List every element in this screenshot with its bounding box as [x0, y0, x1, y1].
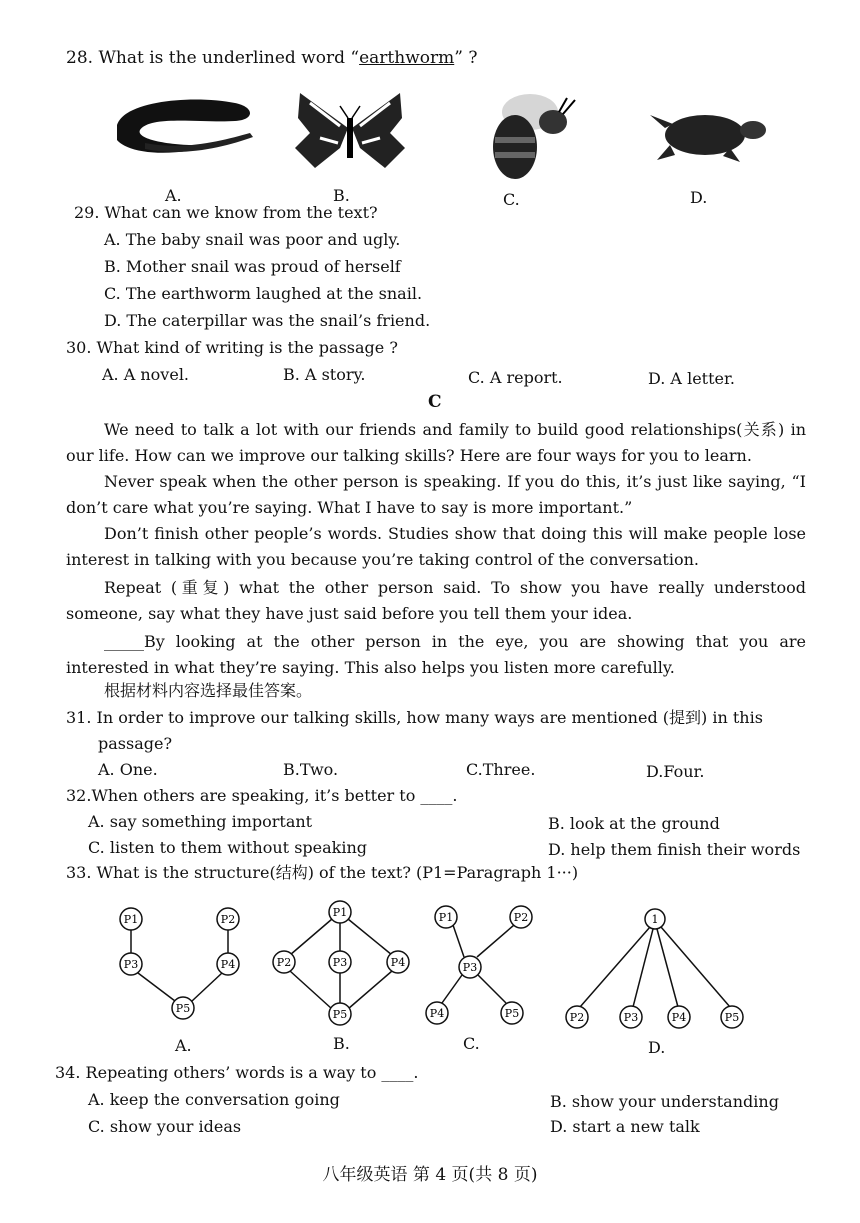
q31-option-d[interactable]: D.Four. [646, 762, 705, 781]
q31-number: 31. [66, 708, 92, 727]
diagram-a-node-p2: P2 [220, 913, 236, 926]
diagram-d-node-p2: P2 [569, 1011, 585, 1024]
diagram-b[interactable] [273, 901, 409, 1025]
q33-option-c[interactable]: C. [463, 1034, 480, 1053]
q34-option-c[interactable]: C. show your ideas [88, 1117, 242, 1136]
q28-text-before: What is the underlined word “ [98, 48, 360, 68]
q29-option-a[interactable]: A. The baby snail was poor and ugly. [104, 230, 401, 249]
q33-option-d[interactable]: D. [648, 1038, 666, 1057]
q32-option-d[interactable]: D. help them finish their words [548, 840, 801, 859]
q28-text-after: ” ? [454, 48, 478, 68]
q29-option-c[interactable]: C. The earthworm laughed at the snail. [104, 284, 423, 303]
diagram-a-node-p1: P1 [123, 913, 139, 926]
diagram-d[interactable] [566, 909, 743, 1028]
q29-number: 29. [74, 203, 100, 222]
diagram-a-node-p5: P5 [175, 1002, 191, 1015]
q32-text: When others are speaking, it’s better to ____. [91, 786, 458, 805]
passage-instruction: 根据材料内容选择最佳答案。 [104, 681, 313, 700]
q28-underlined-word: earthworm [359, 48, 455, 68]
q32-option-c[interactable]: C. listen to them without speaking [88, 838, 368, 857]
question-31 [66, 708, 763, 728]
q30-number: 30. [66, 338, 92, 357]
diagram-c-node-p4: P4 [429, 1007, 445, 1020]
q32-number: 32. [66, 786, 92, 805]
q34-option-b[interactable]: B. show your understanding [550, 1092, 779, 1111]
diagram-c[interactable] [426, 906, 532, 1024]
diagram-b-node-p3: P3 [332, 956, 348, 969]
passage-paragraph-1: We need to talk a lot with our friends and family to build good relationships(关系) in our life. How can we improve our talking skills? Here are four ways for you to learn. [66, 420, 806, 465]
q33-option-b[interactable]: B. [333, 1034, 350, 1053]
q34-option-a[interactable]: A. keep the conversation going [88, 1090, 340, 1109]
passage-paragraph-4: Repeat (重复) what the other person said. To show you have really understood someone, say what they have just said before you tell them your idea. [66, 578, 806, 623]
butterfly-icon [290, 88, 410, 178]
bee-icon [475, 82, 585, 192]
question-28 [66, 48, 477, 68]
q30-option-d[interactable]: D. A letter. [648, 369, 735, 388]
q32-option-b[interactable]: B. look at the ground [548, 814, 720, 833]
diagram-b-node-p1: P1 [332, 906, 348, 919]
diagram-d-node-p4: P4 [671, 1011, 687, 1024]
q28-option-b[interactable]: B. [333, 186, 350, 205]
page-footer: 八年级英语 第 4 页(共 8 页) [322, 1165, 538, 1185]
q31-option-b[interactable]: B.Two. [283, 760, 339, 779]
q34-number: 34. [55, 1063, 81, 1082]
q28-option-c[interactable]: C. [503, 190, 520, 209]
q31-line1: In order to improve our talking skills, how many ways are mentioned (提到) in this [96, 708, 763, 727]
diagram-a-node-p3: P3 [123, 958, 139, 971]
diagram-c-node-p5: P5 [504, 1007, 520, 1020]
section-c-title: C [428, 392, 442, 412]
q30-text: What kind of writing is the passage ? [96, 338, 398, 357]
diagram-d-node-p5: P5 [724, 1011, 740, 1024]
diagram-a-node-p4: P4 [220, 958, 236, 971]
diagram-a[interactable] [120, 908, 239, 1019]
q28-option-d[interactable]: D. [690, 188, 708, 207]
q30-option-b[interactable]: B. A story. [283, 365, 366, 384]
q34-option-d[interactable]: D. start a new talk [550, 1117, 700, 1136]
question-29 [74, 203, 378, 223]
structure-diagrams [100, 895, 800, 1035]
q28-number: 28. [66, 48, 94, 68]
question-33 [66, 863, 578, 883]
diagram-c-node-p1: P1 [438, 911, 454, 924]
passage-paragraph-2: Never speak when the other person is speaking. If you do this, it’s just like saying, “I don’t care what you’re saying. What I have to say is more important.” [66, 472, 806, 517]
passage-paragraph-3: Don’t finish other people’s words. Studies show that doing this will make people lose interest in talking with you because you’re taking control of the conversation. [66, 524, 806, 569]
question-34 [55, 1063, 419, 1083]
q31-option-a[interactable]: A. One. [98, 760, 158, 779]
question-32 [66, 786, 458, 806]
q30-option-c[interactable]: C. A report. [468, 368, 563, 387]
diagram-b-node-p4: P4 [390, 956, 406, 969]
worm-icon [105, 85, 265, 165]
q29-text: What can we know from the text? [104, 203, 378, 222]
q29-option-b[interactable]: B. Mother snail was proud of herself [104, 257, 401, 276]
q33-option-a[interactable]: A. [175, 1036, 192, 1055]
diagram-d-node-p3: P3 [623, 1011, 639, 1024]
q33-text: What is the structure(结构) of the text? (P1=Paragraph 1···) [96, 863, 579, 882]
diagram-d-node-p1: 1 [651, 913, 659, 926]
q31-option-c[interactable]: C.Three. [466, 760, 536, 779]
passage-paragraph-5: _____By looking at the other person in the eye, you are showing that you are interested in what they’re saying. This also helps you listen more carefully. [66, 632, 806, 677]
q29-option-d[interactable]: D. The caterpillar was the snail’s friend. [104, 311, 431, 330]
diagram-c-node-p2: P2 [513, 911, 529, 924]
question-30 [66, 338, 398, 358]
q28-option-a[interactable]: A. [165, 186, 182, 205]
diagram-b-node-p5: P5 [332, 1008, 348, 1021]
q31-line2: passage? [98, 734, 173, 753]
q33-number: 33. [66, 863, 92, 882]
q30-option-a[interactable]: A. A novel. [102, 365, 190, 384]
turtle-icon [645, 100, 770, 170]
diagram-b-node-p2: P2 [276, 956, 292, 969]
q34-text: Repeating others’ words is a way to ____. [85, 1063, 419, 1082]
q32-option-a[interactable]: A. say something important [88, 812, 313, 831]
diagram-c-node-p3: P3 [462, 961, 478, 974]
